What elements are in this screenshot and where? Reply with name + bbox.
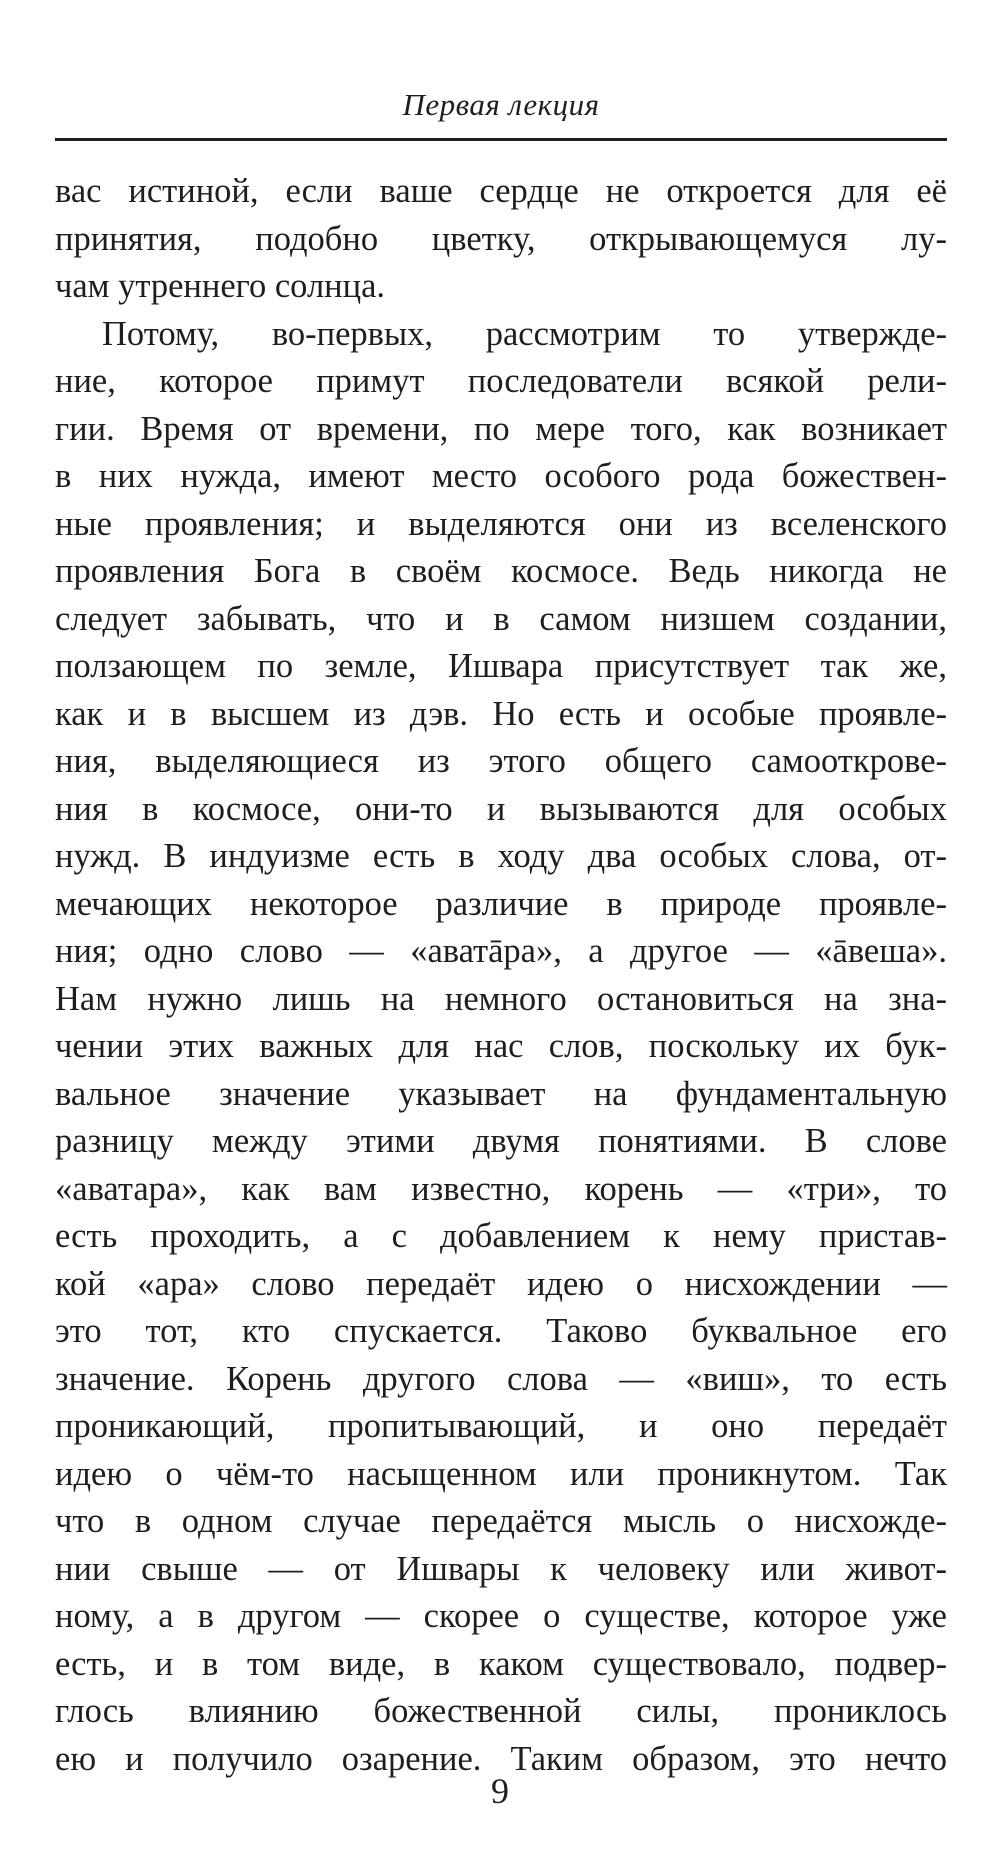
text-line: ния в космосе, они-то и вызываются для особых <box>55 789 947 828</box>
text-line: что в одном случае передаётся мысль о нисхожде- <box>55 1502 947 1540</box>
text-line: в них нужда, имеют место особого рода божествен- <box>55 457 947 495</box>
page-number: 9 <box>491 1771 509 1811</box>
text-line: следует забывать, что и в самом низшем создании, <box>55 599 947 638</box>
text-line: значение. Корень другого слова — «виш», то есть <box>55 1359 947 1398</box>
text-line: ния, выделяющиеся из этого общего самооткрове- <box>55 742 947 780</box>
text-line: Нам нужно лишь на немного остановиться на зна- <box>55 979 947 1018</box>
text-line: вас истиной, если ваше сердце не откроется для её <box>55 172 947 210</box>
text-line: проникающий, пропитывающий, и оно передаёт <box>55 1407 947 1445</box>
text-line: ею и получило озарение. Таким образом, это нечто <box>55 1739 947 1778</box>
text-line: чении этих важных для нас слов, поскольку их бук- <box>55 1027 947 1065</box>
text-line: ползающем по земле, Ишвара присутствует так же, <box>55 647 947 685</box>
text-line: разницу между этими двумя понятиями. В слове <box>55 1122 947 1160</box>
text-line: гии. Время от времени, по мере того, как возникает <box>55 409 947 448</box>
body-text <box>55 168 947 1783</box>
header-rule <box>55 138 947 141</box>
text-line: есть проходить, а с добавлением к нему пристав- <box>55 1217 947 1255</box>
text-line: как и в высшем из дэв. Но есть и особые проявле- <box>55 694 947 733</box>
text-line: вальное значение указывает на фундаментальную <box>55 1074 947 1113</box>
text-line: ние, которое примут последователи всякой рели- <box>55 362 947 400</box>
text-line: нии свыше — от Ишвары к человеку или живот- <box>55 1549 947 1588</box>
text-line: «аватара», как вам известно, корень — «три», то <box>55 1169 947 1208</box>
text-line: кой «ара» слово передаёт идею о нисхождении — <box>55 1264 947 1303</box>
text-line: идею о чём-то насыщенном или проникнутом. Так <box>55 1454 947 1493</box>
text-line: проявления Бога в своём космосе. Ведь никогда не <box>55 552 947 590</box>
text-line: Потому, во-первых, рассмотрим то утвержде- <box>102 314 947 353</box>
text-line: принятия, подобно цветку, открывающемуся лу- <box>55 219 947 258</box>
text-line: нужд. В индуизме есть в ходу два особых слова, от- <box>55 837 947 875</box>
text-line: это тот, кто спускается. Таково буквальное его <box>55 1312 947 1350</box>
text-line: глось влиянию божественной силы, прониклось <box>55 1692 947 1730</box>
running-header: Первая лекция <box>402 87 600 122</box>
text-line: чам утреннего солнца. <box>55 267 386 305</box>
text-line: ния; одно слово — «аватāра», а другое — «āвеша». <box>55 932 947 970</box>
text-line: ные проявления; и выделяются они из вселенского <box>55 504 947 543</box>
text-line: ному, а в другом — скорее о существе, которое уже <box>55 1597 947 1635</box>
text-line: мечающих некоторое различие в природе проявле- <box>55 884 947 923</box>
text-line: есть, и в том виде, в каком существовало, подвер- <box>55 1644 947 1683</box>
